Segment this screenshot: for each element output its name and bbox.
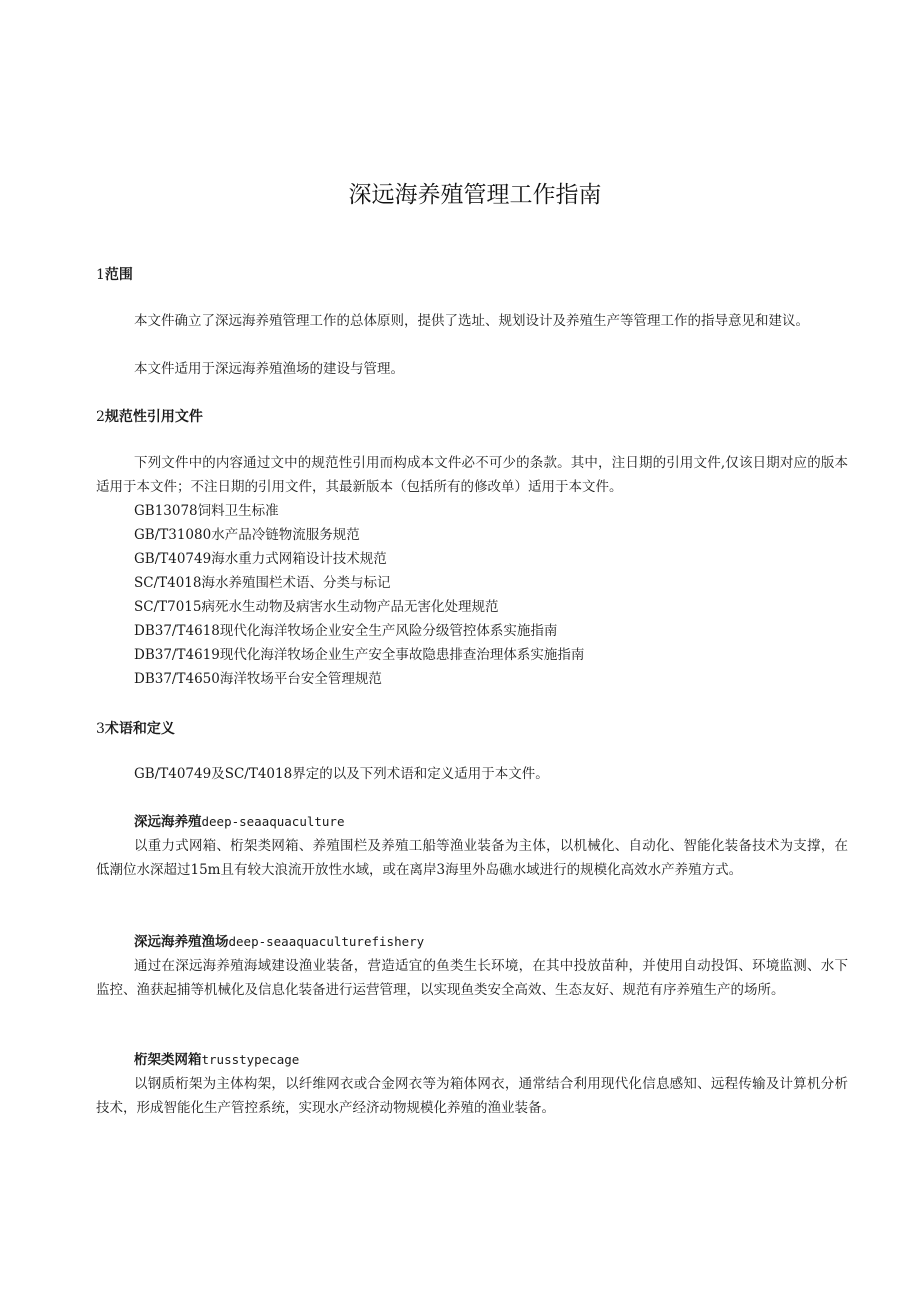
section-1-title: 范围: [104, 267, 133, 283]
reference-item: DB37/T4619现代化海洋牧场企业生产安全事故隐患排查治理体系实施指南: [134, 647, 585, 663]
term-definition: 以钢质桁架为主体构架，以纤维网衣或合金网衣等为箱体网衣，通常结合利用现代化信息感知、远程传输及计算机分析技术，形成智能化生产管控系统，实现水产经济动物规模化养殖的渔业装备。: [96, 1076, 848, 1116]
section-1-number: 1: [96, 267, 105, 283]
section-2-title: 规范性引用文件: [104, 409, 203, 425]
reference-item: GB13078饲料卫生标准: [134, 503, 279, 519]
reference-item: DB37/T4650海洋牧场平台安全管理规范: [134, 671, 382, 687]
term-name-en: trusstypecage: [201, 1052, 300, 1067]
term-heading: [134, 1048, 299, 1072]
term-definition: 以重力式网箱、桁架类网箱、养殖围栏及养殖工船等渔业装备为主体，以机械化、自动化、智能化装备技术为支撑，在低潮位水深超过15m且有较大浪流开放性水域，或在离岸3海里外岛礁水域进行的规模化高效水产养殖方式。: [96, 838, 848, 878]
section-2-number: 2: [96, 409, 105, 425]
section-1-paragraph-2: 本文件适用于深远海养殖渔场的建设与管理。: [134, 361, 404, 377]
section-1-heading: [96, 264, 133, 284]
term-heading: [134, 810, 345, 834]
section-1-paragraph-1: 本文件确立了深远海养殖管理工作的总体原则，提供了选址、规划设计及养殖生产等管理工作的指导意见和建议。: [134, 313, 809, 329]
term-name-en: deep-seaaquaculturefishery: [228, 934, 425, 949]
term-name-zh: 桁架类网箱: [134, 1052, 202, 1068]
reference-item: GB/T31080水产品冷链物流服务规范: [134, 527, 360, 543]
reference-item: SC/T7015病死水生动物及病害水生动物产品无害化处理规范: [134, 599, 499, 615]
section-3-number: 3: [96, 721, 105, 737]
reference-item: DB37/T4618现代化海洋牧场企业安全生产风险分级管控体系实施指南: [134, 623, 558, 639]
section-3-intro: GB/T40749及SC/T4018界定的以及下列术语和定义适用于本文件。: [134, 766, 549, 782]
section-3-heading: [96, 718, 175, 738]
term-name-zh: 深远海养殖渔场: [134, 934, 229, 950]
term-name-en: deep-seaaquaculture: [201, 814, 345, 829]
term-name-zh: 深远海养殖: [134, 814, 202, 830]
reference-item: SC/T4018海水养殖围栏术语、分类与标记: [134, 575, 391, 591]
page-title: 深远海养殖管理工作指南: [348, 182, 602, 208]
reference-item: GB/T40749海水重力式网箱设计技术规范: [134, 551, 387, 567]
section-2-heading: [96, 406, 203, 426]
term-definition: 通过在深远海养殖海域建设渔业装备，营造适宜的鱼类生长环境，在其中投放苗种，并使用自动投饵、环境监测、水下监控、渔获起捕等机械化及信息化装备进行运营管理，以实现鱼类安全高效、生态友好、规范有序养殖生产的场所。: [96, 958, 848, 998]
term-heading: [134, 930, 424, 954]
section-3-title: 术语和定义: [104, 721, 175, 737]
section-2-intro: 下列文件中的内容通过文中的规范性引用而构成本文件必不可少的条款。其中，注日期的引用文件,仅该日期对应的版本适用于本文件；不注日期的引用文件，其最新版本（包括所有的修改单）适用于本文件。: [96, 455, 848, 495]
